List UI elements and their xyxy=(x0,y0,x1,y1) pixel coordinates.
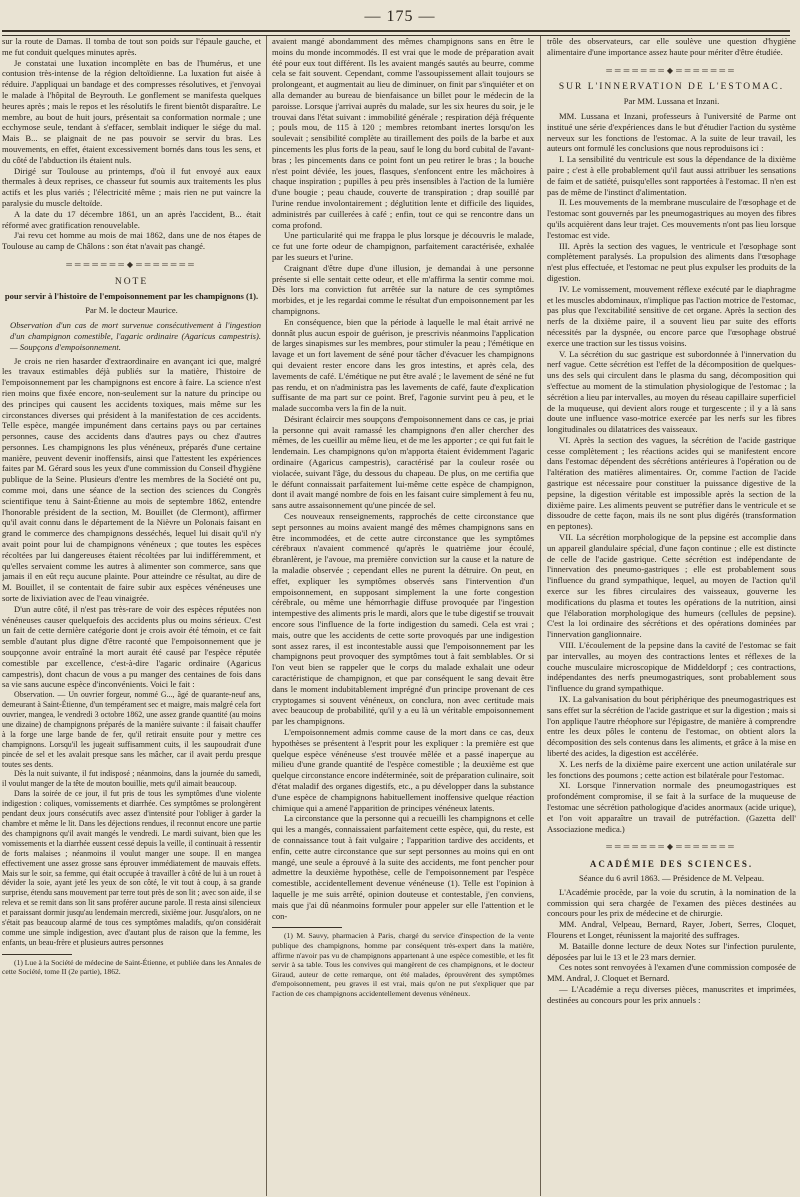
paragraph: Désirant éclaircir mes soupçons d'empoisonnement dans ce cas, je priai la personne qui avait ramassé les champignons d'en aller chercher des mêmes, de les cueillir au même lieu, et de me les apporter ; ce qui fut fait le lendemain. Les champignons qu'on m'apporta étaient évidemment l'agaric ordinaire (Agaricus campestris), caractérisé par la couleur rosée ou violacée, suivant l'âge, du dessous du chapeau. De plus, on me certifia que le défunt connaissait parfaitement lui-même cette espèce de champignon, dont il avait mangé nombre de fois en les faisant cuire simplement à feu nu, sans autre assaisonnement qu'une pincée de sel. xyxy=(272,413,534,511)
footnote: (1) M. Sauvy, pharmacien à Paris, chargé du service d'inspection de la vente publique des champignons, homme par conséquent très-expert dans la matière, affirme n'avoir pas vu de champignons appartenant à une espèce comestible, et les fit servir à sa table. Tous les convives qui mangèrent de ces champignons, et le docteur Giraud, auteur de cette remarque, ont été malades, éprouvèrent des symptômes d'empoisonnement, peu graves il est vrai, mais qu'on ne put s'expliquer que par l'action de ces champignons accidentellement devenus vénéneux. xyxy=(272,931,534,998)
footnote-rule xyxy=(2,954,72,955)
paragraph: MM. Lussana et Inzani, professeurs à l'université de Parme ont institué une série d'expériences dans le but d'étudier l'action du système nerveux sur les fonctions de l'estomac. A la suite de leur travail, les auteurs ont formulé les conclusions que nous reproduisons ici : xyxy=(547,110,796,154)
paragraph: La circonstance que la personne qui a recueilli les champignons et celle qui les a mangés, connaissaient parfaitement cette espèce, qui, du reste, est de connaissance tout à fait vulgaire ; l'apparition tardive des accidents, et enfin, cette autre circonstance que sur sept personnes au moins qui en ont mangé, une seule a éprouvé à la suite des accidents, me font pencher pour admettre la deuxième hypothèse, celle de l'empoisonnement par l'espèce comestible, accidentellement devenue vénéneuse (1). Telle est l'opinion à laquelle je me suis arrêté, opinion douteuse et contestable, j'en conviens, mais que j'ai dû néanmoins formuler pour appeler sur elle l'attention et le con- xyxy=(272,813,534,921)
paragraph: L'empoisonnement admis comme cause de la mort dans ce cas, deux hypothèses se présentent à l'esprit pour les expliquer : la première est que quelque espèce vénéneuse s'est trouvée mêlée et a passé inaperçue au milieu d'une grande quantité de l'espèce comestible ; la deuxième est que quelque circonstance encore indéterminée, soit de préparation culinaire, soit d'état maladif des organes digestifs, etc., a pu développer dans la substance d'une espèce de champignons habituellement inoffensive quelque réaction chimique qui a amené l'apparition de principes vénéneux latents. xyxy=(272,727,534,813)
column-right xyxy=(547,36,796,1196)
section-ornament: ═══════◆═══════ xyxy=(606,65,737,75)
paragraph: trôle des observateurs, car elle soulève une question d'hygiène alimentaire d'une importance assez haute pour mériter d'être étudiée. xyxy=(547,36,796,57)
paragraph: I. La sensibilité du ventricule est sous la dépendance de la dixième paire ; c'est à elle probablement qu'il faut aussi attribuer les sensations de faim et de satiété, puisqu'elles sont rapportées à l'estomac. Il n'en est pas de même de l'instinct d'alimentation. xyxy=(547,154,796,197)
paragraph: V. La sécrétion du suc gastrique est subordonnée à l'innervation du nerf vague. Cette sécrétion est l'effet de la décomposition de quelques-uns des sels qui circulent dans le plasma du sang, décomposition qui s'effectue au moment de la stimulation physiologique de l'estomac ; la sécrétion a lieu par intervalles, au moyen du réseau capillaire superficiel de la muqueuse, qui devient alors rouge et turgescente ; il y a là sans doute une influence vaso-motrice exercée par les nerfs sur les fibres longitudinales ou dilatatrices des vaisseaux. xyxy=(547,348,796,435)
paragraph: A la date du 17 décembre 1861, un an après l'accident, B... était réformé avec gratification renouvelable. xyxy=(2,208,261,230)
paragraph: VII. La sécrétion morphologique de la pepsine est accomplie dans un appareil glandulaire spécial, d'une façon continue ; elle est distincte de celle de l'acide gastrique. Cette sécrétion est indépendante de l'innervation des pneumo-gastriques ; elle est probablement sous l'influence du grand sympathique, lequel, au moyen de l'action qu'il exerce sur les fibres circulaires des vaisseaux, gouverne les modifications du plasma et toutes les opérations de la nutrition, ainsi que l'élaboration morphologique des humeurs (cellules de pepsine). C'est la loi ordinaire des sécrétions et des opérations dominées par l'innervation ganglionnaire. xyxy=(547,532,796,640)
column-divider xyxy=(540,36,541,1196)
paragraph: MM. Andral, Velpeau, Bernard, Rayer, Jobert, Serres, Cloquet, Flourens et Longet, réunissent la majorité des suffrages. xyxy=(547,919,796,940)
paragraph: avaient mangé abondamment des mêmes champignons sans en être le moins du monde incommodés. Il est vrai que le mode de préparation avait été pour eux tout différent. Ils les avaient mangés sautés au beurre, comme cela se fait souvent. Cependant, comme l'assoupissement allait toujours se prolongeant, et augmentait au lieu de diminuer, on finit par s'inquiéter et on alla demander au bureau de bienfaisance un billet pour le médecin de la paroisse. Lorsque j'arrivai auprès du malade, sur les six heures du soir, je le trouvai dans l'état suivant : immobilité générale ; respiration déjà fréquente ; pouls mou, de 115 à 120 ; membres retombant inertes lorsqu'on les soulevait ; sensibilité complète au tiraillement des poils de la barbe et aux pincements les plus forts de la peau, sauf le long du bord cubital de l'avant-bras ; les pincements dans ce point font un peu retirer le bras ; la bouche n'est point déviée, les joues, flasques, s'enfoncent entre les mâchoires à chaque inspiration ; pupilles à peu près insensibles à l'action de la lumière d'une bougie ; peau chaude, couverte de transpiration ; drap souillé par l'urine rendue involontairement ; déglutition lente et difficile des liquides, administrés par cuillerées à café ; enfin, tout ce qui se rencontre dans un coma profond. xyxy=(272,36,534,230)
paragraph: sur la route de Damas. Il tomba de tout son poids sur l'épaule gauche, et me fut conduit quelques minutes après. xyxy=(2,36,261,57)
paragraph: L'Académie procède, par la voie du scrutin, à la nomination de la commission qui sera chargée de l'examen des pièces destinées au concours pour les prix de médecine et de chirurgie. xyxy=(547,886,796,919)
paragraph: Dans la soirée de ce jour, il fut pris de tous les symptômes d'une violente indigestion : coliques, vomissements et diarrhée. Ces symptômes se prolongèrent pendant deux jours consécutifs avec assez d'intensité pour l'obliger à garder la chambre et même le lit. Dans les déjections rendues, il reconnut encore une partie des champignons qu'il avait mangés le vendredi. Le mardi suivant, bien que les vomissements et la diarrhée eussent cessé depuis la veille, il continuait à ressentir de forts malaises ; néanmoins il voulut manger une soupe. Il en mangea effectivement une assez grosse sans éprouver immédiatement de mauvais effets. Mais sur le soir, sa femme, qui était occupée à travailler à côté de lui à un rouet à dévider la soie, ayant jeté les yeux de son côté, le vit tout à coup, à sa grande surprise, étendu sans mouvement par terre tout près de son lit ; avec son aide, il se releva et se remit dans son lit sans proférer aucune parole. Il resta ainsi silencieux et paraissant dormir jusqu'au lendemain mercredi, sixième jour. Jusqu'alors, on ne s'était pas beaucoup alarmé de tous ces symptômes maladifs, qu'on considérait comme une simple indigestion, avec d'autant plus de raison que la femme, les enfants, un beau-frère et plusieurs autres personnes xyxy=(2,789,261,947)
paragraph: X. Les nerfs de la dixième paire exercent une action unilatérale sur les fonctions des poumons ; cette action est bilatérale pour l'estomac. xyxy=(547,758,796,780)
note-subtitle: pour servir à l'histoire de l'empoisonnement par les champignons (1). xyxy=(4,290,259,301)
observation-title: Observation d'un cas de mort survenue consécutivement à l'ingestion d'un champignon comestible, l'agaric ordinaire (Agaricus campestris). — Soupçons d'empoisonnement. xyxy=(10,320,261,352)
byline: Par M. le docteur Maurice. xyxy=(85,305,178,316)
note-title: NOTE xyxy=(114,276,149,287)
paragraph: Je constatai une luxation incomplète en bas de l'humérus, et une contusion très-intense de la région deltoïdienne. La luxation fut aisée à réduire. J'appliquai un bandage et des compresses résolutives, et j'envoyai le malade à l'hôpital de Beyrouth. Le gonflement se manifesta quelques heures après ; mais le repos et les résolutifs le firent bientôt disparaître. Le membre, au bout de huit jours, présentait sa conformation normale ; une ecchymose seule, tendant à s'effacer, semblait indiquer le siége du mal. Mais B... se plaignait de ne pas pouvoir se servir du bras. Les mouvements, en effet, étaient excessivement bornés dans tous les sens, et du côté de l'abduction ils étaient nuls. xyxy=(2,57,261,165)
paragraph: J'ai revu cet homme au mois de mai 1862, dans une de nos étapes de Toulouse au camp de Châlons : son état n'avait pas changé. xyxy=(2,230,261,252)
paragraph: D'un autre côté, il n'est pas très-rare de voir des espèces réputées non vénéneuses causer quelquefois des accidents plus ou moins sérieux. C'est un fait de cette dernière catégorie dont je crois avoir été témoin, et ce fait semble d'autant plus digne d'être raconté que l'empoisonnement que je soupçonne avoir entraîné la mort aurait été causé par l'espèce réputée comestible par excellence, c'est-à-dire l'agaric ordinaire (Agaricus campestris), dont chacun de vous a pu manger des centaines de fois dans sa vie sans aucune espèce d'inconvénients. Voici le fait : xyxy=(2,603,261,690)
paragraph: Ces nouveaux renseignements, rapprochés de cette circonstance que sept personnes au moins avaient mangé des mêmes champignons sans en être incommodées, et de cette autre circonstance que les symptômes cérébraux n'avaient commencé qu'après le quatrième jour écoulé, ébranlèrent, je l'avoue, ma première conviction sur la cause et la nature de la maladie observée ; cependant elles ne purent la détruire. On peut, en effet, expliquer les symptômes observés sans l'intervention d'un empoisonnement, en supposant simplement la une forte congestion cérébrale, ou même une hémorrhagie diffuse provoquée par l'ingestion intempestive des aliments pris le mardi, alors que le tube digestif se trouvait encore sous l'influence de la forte indigestion du samedi. Cela est vrai ; mais, outre que les accidents de cette sorte provoqués par une indigestion sont assez rares, il est incontestable aussi que l'empoisonnement par les champignons peut provoquer des symptômes tout à fait semblables. Or si l'on veut bien se rappeler que le corps du malade exhalait une odeur caractéristique de champignon, et que par conséquent le sang devait être dans le moment indubitablement imprégné d'un principe provenant de ces cryptogames si souvent vénéneux, on conclura, non avec certitude mais avec beaucoup de probabilité, qu'il y a eu là un véritable empoisonnement par les champignons. xyxy=(272,511,534,727)
footnote: (1) Lue à la Société de médecine de Saint-Étienne, et publiée dans les Annales de cette Société, tome II (2e partie), 1862. xyxy=(2,957,261,977)
academie-title: ACADÉMIE DES SCIENCES. xyxy=(589,859,754,870)
paragraph: M. Bataille donne lecture de deux Notes sur l'infection purulente, déposées par lui le 13 et le 23 mars dernier. xyxy=(547,940,796,962)
paragraph: Craignant d'être dupe d'une illusion, je demandai à une personne présente si elle sentait cette odeur, et elle m'affirma la sentir comme moi. Dès lors ma conviction fut arrêtée sur la nature de ces symptômes morbides, et je les regardai comme le résultat d'un empoisonnement par les champignons. xyxy=(272,262,534,316)
paragraph: IX. La galvanisation du bout périphérique des pneumogastriques est sans effet sur la sécrétion de l'acide gastrique et sur la digestion ; mais si l'on applique l'autre rhéophore sur l'épigastre, de manière à comprendre entre les deux pôles le contenu de l'estomac, on obtient alors la décomposition des sels contenus dans les aliments, et grâce à la mise en liberté des acides, la digestion est accélérée. xyxy=(547,694,796,758)
section-ornament: ═══════◆═══════ xyxy=(66,259,197,269)
paragraph: Dirigé sur Toulouse au printemps, d'où il fut envoyé aux eaux thermales à deux reprises, ce chasseur fut soumis aux traitements les plus actifs et les plus variés ; l'électricité même ; mais rien ne put vaincre la paralysie du muscle deltoïde. xyxy=(2,165,261,208)
column-left xyxy=(2,36,261,1196)
paragraph: VIII. L'écoulement de la pepsine dans la cavité de l'estomac se fait par intervalles, au moyen des contractions lentes et réflexes de la couche musculaire microscopique de Middeldorpf ; ces contractions, indépendantes des nerfs pneumogastriques, sont probablement sous l'influence du grand sympathique. xyxy=(547,640,796,694)
paragraph: IV. Le vomissement, mouvement réflexe exécuté par le diaphragme et les muscles abdominaux, n'implique pas l'action motrice de l'estomac, pas plus que l'excitabilité sensitive de cet organe. Après la section des nerfs de la dixième paire, il a souvent lieu par suite des efforts nécessités par la dyspnée, ou encore parce que l'œsophage obstrué exerce une traction sur les tissus voisins. xyxy=(547,283,796,348)
paragraph: Dès la nuit suivante, il fut indisposé ; néanmoins, dans la journée du samedi, il voulut manger de la tête de mouton bouillie, mets qu'il aimait beaucoup. xyxy=(2,769,261,789)
paragraph: III. Après la section des vagues, le ventricule et l'œsophage sont complètement paralysés. La propulsion des aliments dans l'œsophage n'est plus effectuée, et l'estomac ne peut plus expulser les produits de la digestion. xyxy=(547,240,796,283)
paragraph: Une particularité qui me frappa le plus lorsque je découvris le malade, ce fut une forte odeur de champignon, parfaitement caractérisée, exhalée par les sueurs et l'urine. xyxy=(272,230,534,262)
paragraph: — L'Académie a reçu diverses pièces, manuscrites et imprimées, destinées au concours pour les prix annuels : xyxy=(547,983,796,1005)
byline: Par MM. Lussana et Inzani. xyxy=(623,96,720,107)
column-divider xyxy=(266,36,267,1196)
paragraph: Observation. — Un ouvrier forgeur, nommé G..., âgé de quarante-neuf ans, demeurant à Saint-Étienne, d'un tempérament sec et maigre, mais malgré cela fort ouvrier, mangea, le vendredi 3 octobre 1862, une assez grande quantité (au moins une dizaine) de champignons préparés de la manière suivante : il faisait chauffer à la forge une large bande de fer, qu'il retirait ensuite pour y mettre ces champignons. Lorsqu'il les jugeait suffisamment cuits, il les saupoudrait d'une pincée de sel et les avalait presque sans les mâcher, car il avait perdu presque toutes ses dents. xyxy=(2,690,261,769)
paragraph: En conséquence, bien que la période à laquelle le mal était arrivé ne donnât plus aucun espoir de guérison, je prescrivis néanmoins l'application de larges sinapismes sur les membres, pour stimuler la peau ; l'émétique en lavage et un fort lavement de séné pour tâcher d'évacuer les champignons qui devaient rester encore dans les gros intestins, et après cela, des lavements de café. L'émétique ne put être avalé ; le lavement de séné ne fut pas rendu, et on n'administra pas les lavements de café, faute d'explication suffisante de ma part sur ce point. Bref, l'agonie survint peu à peu, et le malade succomba vers la fin de la nuit. xyxy=(272,316,534,414)
page-number: — 175 — xyxy=(364,8,436,25)
paragraph: II. Les mouvements de la membrane musculaire de l'œsophage et de l'estomac sont gouvernés par les pneumogastriques au moyen des fibres qu'ils acquièrent dans leur trajet. Ces mouvements n'ont pas lieu lorsque l'estomac est vide. xyxy=(547,197,796,240)
page-header xyxy=(0,8,800,32)
footnote-rule xyxy=(272,927,342,928)
paragraph: VI. Après la section des vagues, la sécrétion de l'acide gastrique cesse complètement ; les réactions acides qui se manifestent encore dans l'estomac dépendent des sécrétions antérieures à l'opération ou de l'altération des matières alimentaires. Or, comme l'action de l'acide gastrique est nécessaire pour constituer la puissance digestive de la pepsine, la digestion véritable est impossible après la section de la dixième paire. Les aliments peuvent se putréfier dans le ventricule et se dissoudre de cette façon, mais ils ne sont plus digérés (transformation en peptones). xyxy=(547,434,796,532)
paragraph: XI. Lorsque l'innervation normale des pneumogastriques est profondément compromise, il se fait à la surface de la muqueuse de l'estomac une sécrétion pathologique d'acides anormaux (acide urique), et l'on voit apparaître un travail de putréfaction. (Gazetta dell' Associazione medica.) xyxy=(547,780,796,834)
column-middle xyxy=(272,36,534,1196)
paragraph: Ces notes sont renvoyées à l'examen d'une commission composée de MM. Andral, J. Cloquet et Bernard. xyxy=(547,962,796,984)
section-ornament: ═══════◆═══════ xyxy=(606,842,737,852)
header-rule xyxy=(2,30,790,32)
seance-line: Séance du 6 avril 1863. — Présidence de M. Velpeau. xyxy=(578,872,765,883)
paragraph: Je crois ne rien hasarder d'extraordinaire en avançant ici que, malgré les travaux estimables déjà publiés sur la matière, l'histoire de l'empoisonnement par les champignons est encore à faire. La science n'est rien moins que fixée encore, non-seulement sur la nature du principe ou des principes qui causent les accidents toxiques, mais même sur les circonstances diverses qui président à la manifestation de ces accidents. Telle espèce, mangée impunément dans certains pays ou par certaines personnes, cause des accidents dans d'autres pays ou chez d'autres personnes. Les champignons les plus vénéneux, préparés d'une certaine manière, peuvent devenir inoffensifs, ainsi que l'attestent les expériences faites par M. Gérard sous les yeux d'une commission du Conseil d'hygiène publique de la Seine. Plusieurs d'entre les membres de la Société ont pu, comme moi, dans une séance de la section des sciences du Congrès scientifique tenu à Saint-Étienne au mois de septembre 1862, entendre l'honorable président de la section, M. Bouillet (de Clermont), affirmer qu'il avait connu dans le département de la Nièvre un Polonais faisant en grand le commerce des champignons desséchés, lequel lui disait qu'il n'y avait point pour lui de champignons vénéneux ; que toutes les espèces récoltées par lui dangereuses étaient récoltées par lui indifféremment, et qu'elles servaient comme les autres à alimenter son commerce, sans que jamais il en eût reçu aucune plainte. Pour atteindre ce résultat, au dire de M. Bouillet, il se contentait de faire subir aux espèces vénéneuses une sorte de lixiviation avec de l'eau vinaigrée. xyxy=(2,355,261,604)
section-title: SUR L'INNERVATION DE L'ESTOMAC. xyxy=(558,82,785,93)
